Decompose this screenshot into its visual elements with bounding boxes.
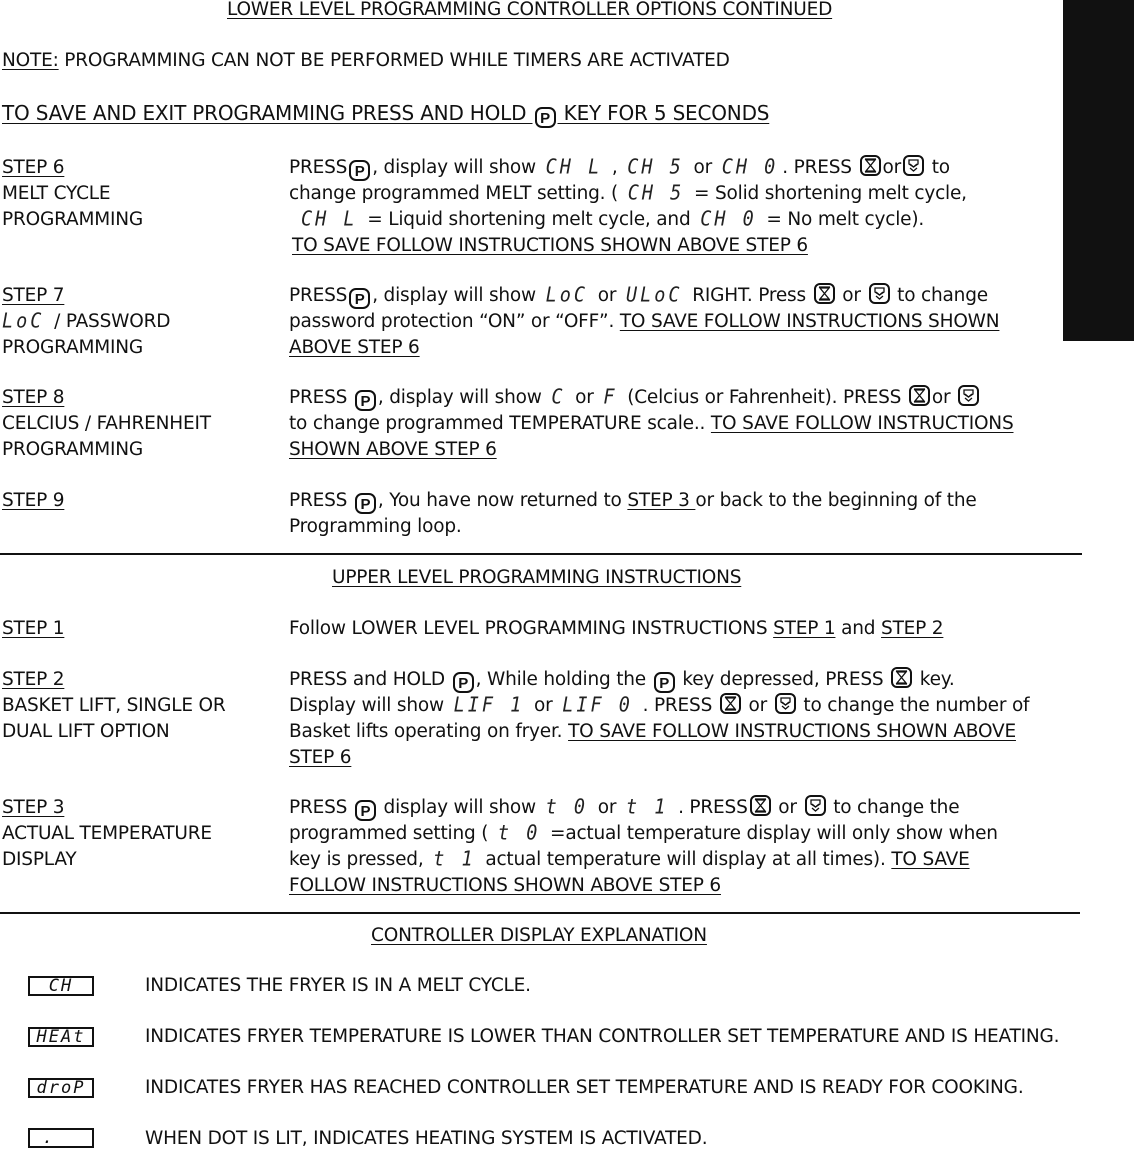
page-header: LOWER LEVEL PROGRAMMING CONTROLLER OPTIONS CONTINUED <box>227 0 833 20</box>
text: DISPLAY <box>2 849 77 870</box>
note-text: PROGRAMMING CAN NOT BE PERFORMED WHILE TIMERS ARE ACTIVATED <box>58 50 730 71</box>
text: BASKET LIFT, SINGLE OR <box>2 695 226 716</box>
text: FOLLOW INSTRUCTIONS SHOWN ABOVE STEP 6 <box>289 875 721 896</box>
text: PRESS <box>289 387 353 408</box>
text: . PRESS <box>636 695 718 716</box>
text: , You have now returned to <box>377 490 628 511</box>
up-hourglass-icon <box>750 795 771 816</box>
down-hourglass-icon <box>805 795 826 816</box>
text: or <box>931 387 957 408</box>
section-tab <box>1063 0 1134 341</box>
text: Basket lifts operating on fryer. <box>289 721 569 742</box>
display-code: F <box>603 386 618 409</box>
p-key-icon: P <box>355 493 376 514</box>
display-code: CH L <box>301 208 358 231</box>
up-hourglass-icon <box>720 693 741 714</box>
upper-step2-body <box>289 667 1029 771</box>
text: ABOVE STEP 6 <box>289 337 420 358</box>
text: key depressed, PRESS <box>676 669 890 690</box>
display-code-box: HEAt <box>28 1027 94 1047</box>
upper-step2-title: STEP 2 <box>2 669 65 690</box>
text: , display will show <box>377 387 548 408</box>
text: PRESS and HOLD <box>289 669 451 690</box>
text: STEP 2 <box>881 618 944 639</box>
display-code-box: CH <box>28 976 94 996</box>
text: programmed setting ( <box>289 823 494 844</box>
text: or <box>592 285 622 306</box>
step8-body <box>289 385 1014 463</box>
step6-label <box>2 155 143 233</box>
display-explanation: INDICATES FRYER HAS REACHED CONTROLLER SET TEMPERATURE AND IS READY FOR COOKING. <box>145 1077 1024 1098</box>
upper-header: UPPER LEVEL PROGRAMMING INSTRUCTIONS <box>332 567 742 588</box>
down-hourglass-icon <box>775 693 796 714</box>
p-key-icon: P <box>355 800 376 821</box>
display-explanation: INDICATES FRYER TEMPERATURE IS LOWER THAN CONTROLLER SET TEMPERATURE AND IS HEATING. <box>145 1026 1060 1047</box>
text: SHOWN ABOVE STEP 6 <box>289 439 497 460</box>
display-explanation: INDICATES THE FRYER IS IN A MELT CYCLE. <box>145 975 531 996</box>
display-code: CH 5 <box>627 182 685 205</box>
display-code-box: _.___ <box>28 1128 94 1148</box>
step6-title: STEP 6 <box>2 157 65 178</box>
upper-step1-title: STEP 1 <box>2 618 65 639</box>
down-hourglass-icon <box>869 283 890 304</box>
display-code: t 1 <box>433 848 476 871</box>
text: change programmed MELT setting. ( <box>289 183 624 204</box>
upper-step3-title: STEP 3 <box>2 797 65 818</box>
text: STEP 3 <box>627 490 696 511</box>
display-code: t 1 <box>625 796 669 819</box>
step6-body <box>289 155 967 259</box>
step7-title: STEP 7 <box>2 285 65 306</box>
text: , While holding the <box>475 669 652 690</box>
display-code: t 0 <box>545 796 589 819</box>
text: Programming loop. <box>289 516 462 537</box>
text: or <box>569 387 600 408</box>
text: or <box>592 797 622 818</box>
display-code: ULoC <box>625 284 683 307</box>
text: Display will show <box>289 695 450 716</box>
text: . PRESS <box>782 157 858 178</box>
text: key. <box>914 669 955 690</box>
display-code: LoC <box>2 310 45 333</box>
display-code-box: droP <box>28 1078 94 1098</box>
text: to change <box>891 285 988 306</box>
p-key-icon: P <box>349 160 370 181</box>
text: or <box>742 695 773 716</box>
display-explanation: WHEN DOT IS LIT, INDICATES HEATING SYSTEM IS ACTIVATED. <box>145 1128 708 1149</box>
up-hourglass-icon <box>814 283 835 304</box>
save-exit-line <box>2 100 769 128</box>
display-header: CONTROLLER DISPLAY EXPLANATION <box>371 925 707 946</box>
display-code: LIF 0 <box>562 694 633 717</box>
text: Follow LOWER LEVEL PROGRAMMING INSTRUCTIONS <box>289 618 774 639</box>
display-code: CH 0 <box>721 156 779 179</box>
text: actual temperature will display at all times). <box>479 849 892 870</box>
upper-step1-label <box>2 616 64 642</box>
upper-step1-body <box>289 616 943 642</box>
step7-sub2: PROGRAMMING <box>2 337 144 358</box>
text: PRESS <box>289 285 348 306</box>
save-exit-text: TO SAVE AND EXIT PROGRAMMING PRESS AND HOLD <box>2 101 533 125</box>
step8-title: STEP 8 <box>2 387 65 408</box>
divider <box>0 912 1080 914</box>
step9-body <box>289 488 977 540</box>
text: , <box>606 157 624 178</box>
display-code: CH 0 <box>700 208 757 231</box>
text: display will show <box>377 797 542 818</box>
text: or <box>772 797 803 818</box>
text: STEP 1 <box>773 618 836 639</box>
p-key-icon: P <box>453 672 474 693</box>
display-code: C <box>551 386 566 409</box>
display-code: CH L <box>545 156 603 179</box>
step7-body <box>289 283 999 361</box>
text: , display will show <box>372 285 542 306</box>
text: TO SAVE FOLLOW INSTRUCTIONS SHOWN <box>619 311 1000 332</box>
step8-sub2: PROGRAMMING <box>2 439 144 460</box>
text: TO SAVE FOLLOW INSTRUCTIONS SHOWN ABOVE <box>568 721 1016 742</box>
text: key is pressed, <box>289 849 430 870</box>
text: to change the <box>827 797 960 818</box>
step7-sub1: / PASSWORD <box>48 311 171 332</box>
text: . PRESS <box>672 797 748 818</box>
text: or <box>528 695 559 716</box>
upper-step3-label <box>2 795 212 873</box>
note-line <box>2 48 730 74</box>
text: TO SAVE <box>891 849 970 870</box>
up-hourglass-icon <box>891 667 912 688</box>
step7-label <box>2 283 170 361</box>
text: TO SAVE FOLLOW INSTRUCTIONS <box>710 413 1014 434</box>
text: PRESS <box>289 797 353 818</box>
text: or <box>882 157 902 178</box>
text: (Celcius or Fahrenheit). PRESS <box>621 387 907 408</box>
text: and <box>835 618 882 639</box>
note-label: NOTE: <box>2 50 59 71</box>
text: = Liquid shortening melt cycle, and <box>361 209 697 230</box>
divider <box>0 553 1082 555</box>
text: or <box>836 285 867 306</box>
save-exit-text-end: KEY FOR 5 SECONDS <box>557 101 770 125</box>
text: to change programmed TEMPERATURE scale.. <box>289 413 711 434</box>
save-instruction: TO SAVE FOLLOW INSTRUCTIONS SHOWN ABOVE STEP 6 <box>292 235 808 256</box>
up-hourglass-icon <box>909 385 930 406</box>
up-hourglass-icon <box>860 155 881 176</box>
step9-label <box>2 488 64 514</box>
step9-title: STEP 9 <box>2 490 65 511</box>
step6-sub2: PROGRAMMING <box>2 209 144 230</box>
p-key-icon: P <box>355 390 376 411</box>
text: = Solid shortening melt cycle, <box>688 183 967 204</box>
text: RIGHT. Press <box>686 285 812 306</box>
upper-step3-body <box>289 795 998 899</box>
text: to <box>926 157 950 178</box>
text: to change the number of <box>797 695 1030 716</box>
display-code: LIF 1 <box>453 694 525 717</box>
text: password protection “ON” or “OFF”. <box>289 311 620 332</box>
step8-sub1: CELCIUS / FAHRENHEIT <box>2 413 211 434</box>
display-code: CH 5 <box>627 156 684 179</box>
down-hourglass-icon <box>903 155 924 176</box>
text: or <box>687 157 718 178</box>
text: = No melt cycle). <box>760 209 925 230</box>
down-hourglass-icon <box>958 385 979 406</box>
display-code: t 0 <box>497 822 541 845</box>
text: =actual temperature display will only show when <box>544 823 998 844</box>
step8-label <box>2 385 211 463</box>
display-code: LoC <box>545 284 589 307</box>
upper-step2-label <box>2 667 226 745</box>
text: PRESS <box>289 157 348 178</box>
text: ACTUAL TEMPERATURE <box>2 823 212 844</box>
text: STEP 6 <box>289 747 352 768</box>
text: or back to the beginning of the <box>695 490 977 511</box>
p-key-icon: P <box>349 288 370 309</box>
p-key-icon: P <box>654 672 675 693</box>
text: , display will show <box>372 157 542 178</box>
p-key-icon: P <box>535 107 556 128</box>
step6-sub1: MELT CYCLE <box>2 183 111 204</box>
text: PRESS <box>289 490 353 511</box>
text: DUAL LIFT OPTION <box>2 721 170 742</box>
